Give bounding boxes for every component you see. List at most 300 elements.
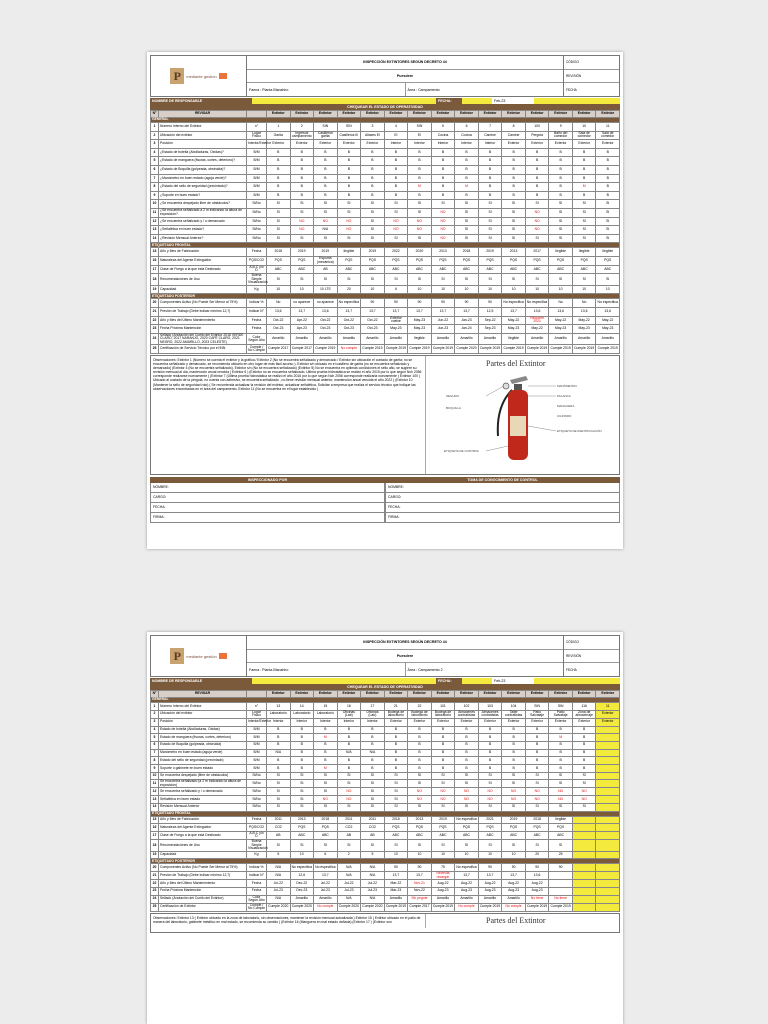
inspection-cell[interactable]: B xyxy=(525,764,549,772)
inspection-cell[interactable]: CO2 xyxy=(337,824,361,832)
inspection-cell[interactable]: NO xyxy=(478,796,502,804)
inspection-cell[interactable]: 2019 xyxy=(502,816,526,824)
inspection-cell[interactable]: 2013 xyxy=(431,248,455,257)
inspection-cell[interactable]: 13,6 xyxy=(525,307,549,316)
inspection-cell[interactable]: B xyxy=(455,734,479,742)
inspection-cell[interactable]: Amarillo xyxy=(290,333,314,345)
inspection-cell[interactable]: ABC xyxy=(549,831,573,839)
inspection-cell[interactable]: No especifica xyxy=(596,299,620,308)
inspection-cell[interactable]: B xyxy=(525,157,549,166)
inspection-cell[interactable]: 10 xyxy=(549,285,573,294)
inspection-cell[interactable]: Exterior xyxy=(502,718,526,726)
inspection-cell[interactable]: B xyxy=(431,749,455,757)
inspection-cell[interactable]: B xyxy=(267,726,291,734)
inspection-cell[interactable]: SI xyxy=(267,217,291,226)
inspection-cell[interactable]: 13,6 xyxy=(314,307,338,316)
inspection-cell[interactable]: B xyxy=(290,191,314,200)
inspection-cell[interactable]: 2019 xyxy=(361,248,385,257)
inspection-cell[interactable]: Aug-22 xyxy=(478,880,502,888)
inspection-cell[interactable]: 21 xyxy=(384,703,408,711)
inspection-cell[interactable]: SIN xyxy=(525,703,549,711)
inspection-cell[interactable]: SI xyxy=(549,217,573,226)
inspection-cell[interactable]: Exterior xyxy=(408,718,432,726)
inspection-cell[interactable]: Amarillo xyxy=(596,333,620,345)
inspection-cell[interactable]: B xyxy=(502,757,526,765)
inspection-cell[interactable]: B xyxy=(478,191,502,200)
inspection-cell[interactable]: Jan-23 xyxy=(455,316,479,325)
inspection-cell[interactable]: Cumple 2019 xyxy=(384,345,408,354)
inspection-cell[interactable]: Amarillo xyxy=(431,333,455,345)
inspection-cell[interactable]: Ilegible xyxy=(572,248,596,257)
inspection-cell[interactable]: SI xyxy=(572,780,596,788)
inspection-cell[interactable]: SI xyxy=(337,274,361,286)
inspection-cell[interactable]: N/A xyxy=(361,864,385,872)
inspection-cell[interactable]: Cumple 2019 xyxy=(549,903,573,911)
inspection-cell[interactable]: B xyxy=(267,741,291,749)
inspection-cell[interactable]: Cumple 2019 xyxy=(431,345,455,354)
inspection-cell[interactable]: SI xyxy=(384,788,408,796)
inspection-cell[interactable]: B xyxy=(408,741,432,749)
inspection-cell[interactable]: Cumple 2019 xyxy=(525,903,549,911)
inspection-cell[interactable]: B xyxy=(572,749,596,757)
inspection-cell[interactable]: 3 xyxy=(361,123,385,132)
inspection-cell[interactable]: 90 xyxy=(361,299,385,308)
inspection-cell[interactable]: 7 xyxy=(478,123,502,132)
inspection-cell[interactable]: B xyxy=(408,734,432,742)
inspection-cell[interactable]: SI xyxy=(596,274,620,286)
inspection-cell[interactable]: 10 xyxy=(455,285,479,294)
inspection-cell[interactable]: 9 xyxy=(549,123,573,132)
inspection-cell[interactable]: 13,7 xyxy=(408,307,432,316)
inspection-cell[interactable]: B xyxy=(290,148,314,157)
inspection-cell[interactable]: Oficinas (Lab) xyxy=(337,710,361,718)
responsable-field[interactable] xyxy=(252,678,436,684)
inspection-cell[interactable] xyxy=(572,895,596,903)
inspection-cell[interactable]: Cumple 2019 xyxy=(502,345,526,354)
inspection-cell[interactable]: 103 xyxy=(478,703,502,711)
inspection-cell[interactable]: NO xyxy=(431,234,455,243)
inspection-cell[interactable]: B xyxy=(502,148,526,157)
inspection-cell[interactable] xyxy=(572,824,596,832)
inspection-cell[interactable]: 13,6 xyxy=(572,307,596,316)
inspection-cell[interactable]: PQS xyxy=(525,256,549,265)
inspection-cell[interactable]: SI xyxy=(478,803,502,811)
inspection-cell[interactable]: Interior xyxy=(290,718,314,726)
inspection-cell[interactable]: NO xyxy=(408,217,432,226)
inspection-cell[interactable]: SI xyxy=(455,226,479,235)
inspection-cell[interactable]: SI xyxy=(361,803,385,811)
inspection-cell[interactable]: SI xyxy=(549,226,573,235)
inspection-cell[interactable]: No especifica xyxy=(502,299,526,308)
inspection-cell[interactable]: B xyxy=(361,157,385,166)
inspection-cell[interactable]: 13,7 xyxy=(290,307,314,316)
inspection-cell[interactable]: Bodega de laboratorio xyxy=(431,710,455,718)
inspection-cell[interactable]: El xyxy=(384,131,408,140)
inspection-cell[interactable]: B xyxy=(408,174,432,183)
inspection-cell[interactable]: AB xyxy=(267,831,291,839)
inspection-cell[interactable]: B xyxy=(455,764,479,772)
inspection-cell[interactable]: SI xyxy=(525,840,549,852)
inspection-cell[interactable]: 90 xyxy=(549,864,573,872)
inspection-cell[interactable]: SI xyxy=(502,226,526,235)
inspection-cell[interactable]: Ilegible xyxy=(549,248,573,257)
inspection-cell[interactable]: SI xyxy=(478,840,502,852)
inspection-cell[interactable]: SI xyxy=(478,274,502,286)
inspection-cell[interactable]: B xyxy=(337,764,361,772)
inspection-cell[interactable]: N/A xyxy=(267,895,291,903)
inspection-cell[interactable] xyxy=(596,764,620,772)
inspection-cell[interactable]: 13,7 xyxy=(502,307,526,316)
inspection-cell[interactable]: B xyxy=(502,191,526,200)
inspection-cell[interactable] xyxy=(596,788,620,796)
sign-row[interactable]: NOMBRE: xyxy=(385,483,620,493)
inspection-cell[interactable] xyxy=(596,772,620,780)
inspection-cell[interactable]: SI xyxy=(290,200,314,209)
inspection-cell[interactable]: B xyxy=(290,726,314,734)
inspection-cell[interactable]: SI xyxy=(502,772,526,780)
inspection-cell[interactable]: Cumple 2019 xyxy=(384,903,408,911)
inspection-cell[interactable]: Amarillo xyxy=(314,895,338,903)
inspection-cell[interactable]: ABC xyxy=(314,831,338,839)
inspection-cell[interactable]: B xyxy=(549,183,573,192)
inspection-cell[interactable]: SI xyxy=(337,200,361,209)
inspection-cell[interactable]: PQS xyxy=(361,256,385,265)
inspection-cell[interactable]: B xyxy=(361,165,385,174)
inspection-cell[interactable]: SI xyxy=(502,217,526,226)
sign-row[interactable]: FECHA: xyxy=(150,503,385,513)
inspection-cell[interactable]: ABC xyxy=(525,265,549,274)
inspection-cell[interactable]: SI xyxy=(549,772,573,780)
inspection-cell[interactable]: SI xyxy=(572,208,596,217)
inspection-cell[interactable]: B xyxy=(408,764,432,772)
inspection-cell[interactable]: Cumple 2019 xyxy=(549,345,573,354)
inspection-cell[interactable]: 13 xyxy=(267,703,291,711)
inspection-cell[interactable]: ABC xyxy=(408,831,432,839)
inspection-cell[interactable]: 2 xyxy=(337,851,361,859)
inspection-cell[interactable]: Jun-23 xyxy=(431,325,455,334)
inspection-cell[interactable]: Cumple 2019 xyxy=(431,903,455,911)
inspection-cell[interactable]: 16 xyxy=(337,703,361,711)
inspection-cell[interactable]: Ingresos campamento xyxy=(291,130,312,139)
inspection-cell[interactable]: ABC xyxy=(455,831,479,839)
inspection-cell[interactable]: B xyxy=(408,726,432,734)
inspection-cell[interactable]: 101 xyxy=(431,703,455,711)
inspection-cell[interactable]: ABC xyxy=(384,265,408,274)
inspection-cell[interactable]: B xyxy=(384,764,408,772)
inspection-cell[interactable] xyxy=(572,887,596,895)
inspection-cell[interactable]: 10 xyxy=(431,285,455,294)
inspection-cell[interactable]: B xyxy=(361,734,385,742)
inspection-cell[interactable]: PQS xyxy=(478,824,502,832)
inspection-cell[interactable]: 90 xyxy=(502,864,526,872)
inspection-cell[interactable]: N/A xyxy=(361,872,385,880)
inspection-cell[interactable]: No especifica xyxy=(290,864,314,872)
inspection-cell[interactable]: 10 LTS xyxy=(314,285,338,294)
inspection-cell[interactable]: SI xyxy=(431,840,455,852)
inspection-cell[interactable]: No xyxy=(267,299,291,308)
inspection-cell[interactable]: SI xyxy=(361,226,385,235)
inspection-cell[interactable]: SI xyxy=(455,274,479,286)
inspection-cell[interactable]: B xyxy=(337,726,361,734)
inspection-cell[interactable]: Zona de almacenaje xyxy=(572,710,596,718)
sign-row[interactable]: CARGO: xyxy=(385,493,620,503)
inspection-cell[interactable]: SI xyxy=(455,780,479,788)
inspection-cell[interactable]: SI xyxy=(267,796,291,804)
inspection-cell[interactable]: Amarillo xyxy=(337,333,361,345)
inspection-cell[interactable]: NO xyxy=(431,788,455,796)
inspection-cell[interactable]: 13,7 xyxy=(384,872,408,880)
inspection-cell[interactable]: ABC xyxy=(290,265,314,274)
inspection-cell[interactable]: B xyxy=(431,734,455,742)
inspection-cell[interactable]: B xyxy=(314,165,338,174)
inspection-cell[interactable]: NO xyxy=(408,788,432,796)
responsable-field[interactable] xyxy=(252,98,436,104)
inspection-cell[interactable]: ABC xyxy=(408,265,432,274)
inspection-cell[interactable]: Aug-22 xyxy=(525,880,549,888)
inspection-cell[interactable] xyxy=(572,840,596,852)
inspection-cell[interactable]: B xyxy=(455,148,479,157)
inspection-cell[interactable]: 10 xyxy=(455,851,479,859)
inspection-cell[interactable]: 116 xyxy=(572,703,596,711)
inspection-cell[interactable]: SI xyxy=(290,274,314,286)
inspection-cell[interactable]: ABC xyxy=(478,831,502,839)
inspection-cell[interactable]: Cumple 2019 xyxy=(596,345,620,354)
inspection-cell[interactable]: PQS xyxy=(572,256,596,265)
inspection-cell[interactable]: PQS xyxy=(431,824,455,832)
inspection-cell[interactable]: B xyxy=(549,726,573,734)
inspection-cell[interactable] xyxy=(549,880,573,888)
inspection-cell[interactable]: SI xyxy=(525,772,549,780)
inspection-cell[interactable]: Exterior xyxy=(572,140,596,149)
inspection-cell[interactable]: B xyxy=(572,726,596,734)
inspection-cell[interactable]: B xyxy=(596,174,620,183)
inspection-cell[interactable] xyxy=(596,864,620,872)
inspection-cell[interactable]: SI xyxy=(572,803,596,811)
inspection-cell[interactable]: Exterior xyxy=(478,718,502,726)
inspection-cell[interactable]: 13,7 xyxy=(361,307,385,316)
inspection-cell[interactable]: SI xyxy=(408,780,432,788)
inspection-cell[interactable]: SI xyxy=(314,780,338,788)
inspection-cell[interactable]: 13,7 xyxy=(455,307,479,316)
inspection-cell[interactable] xyxy=(549,887,573,895)
inspection-cell[interactable]: PQS xyxy=(408,256,432,265)
inspection-cell[interactable]: SI xyxy=(549,234,573,243)
inspection-cell[interactable]: 8 xyxy=(502,123,526,132)
inspection-cell[interactable]: SI xyxy=(314,788,338,796)
inspection-cell[interactable]: B xyxy=(361,726,385,734)
inspection-cell[interactable]: Cocina xyxy=(455,131,479,140)
inspection-cell[interactable]: SI xyxy=(502,234,526,243)
inspection-cell[interactable]: B xyxy=(455,157,479,166)
inspection-cell[interactable]: B xyxy=(502,764,526,772)
inspection-cell[interactable]: SI xyxy=(267,803,291,811)
inspection-cell[interactable]: SI xyxy=(502,274,526,286)
inspection-cell[interactable]: SI xyxy=(384,234,408,243)
inspection-cell[interactable]: El xyxy=(408,131,432,140)
inspection-cell[interactable]: NO xyxy=(431,226,455,235)
inspection-cell[interactable]: May-23 xyxy=(502,325,526,334)
inspection-cell[interactable]: Cumple 2019 xyxy=(408,345,432,354)
inspection-cell[interactable]: Exterior xyxy=(525,718,549,726)
inspection-cell[interactable] xyxy=(596,840,620,852)
inspection-cell[interactable]: SI xyxy=(596,200,620,209)
inspection-cell[interactable]: No cumple xyxy=(314,903,338,911)
inspection-cell[interactable]: B xyxy=(455,726,479,734)
inspection-cell[interactable]: PQS xyxy=(502,256,526,265)
inspection-cell[interactable]: Oct-23 xyxy=(267,325,291,334)
inspection-cell[interactable]: B xyxy=(431,726,455,734)
inspection-cell[interactable]: Dec-22 xyxy=(290,880,314,888)
inspection-cell[interactable]: B xyxy=(337,157,361,166)
inspection-cell[interactable]: SI xyxy=(384,772,408,780)
inspection-cell[interactable]: Cumple 2019 xyxy=(314,345,338,354)
inspection-cell[interactable]: N/A xyxy=(267,872,291,880)
inspection-cell[interactable]: NO xyxy=(314,217,338,226)
inspection-cell[interactable]: 13,7 xyxy=(478,872,502,880)
inspection-cell[interactable]: Jul-22 xyxy=(337,880,361,888)
inspection-cell[interactable]: SI xyxy=(290,772,314,780)
inspection-cell[interactable]: Aug-23 xyxy=(478,887,502,895)
inspection-cell[interactable]: Laboratorio xyxy=(314,710,338,718)
inspection-cell[interactable]: B xyxy=(596,157,620,166)
inspection-cell[interactable]: Cumple 2020 xyxy=(361,903,385,911)
inspection-cell[interactable]: 22 xyxy=(408,703,432,711)
inspection-cell[interactable]: Cumple 2020 xyxy=(337,903,361,911)
inspection-cell[interactable]: SI xyxy=(337,780,361,788)
inspection-cell[interactable]: B xyxy=(314,148,338,157)
inspection-cell[interactable]: PQS xyxy=(290,256,314,265)
inspection-cell[interactable]: Oct-23 xyxy=(361,325,385,334)
inspection-cell[interactable]: B xyxy=(478,165,502,174)
inspection-cell[interactable]: SI xyxy=(455,234,479,243)
inspection-cell[interactable]: ABC xyxy=(384,831,408,839)
inspection-cell[interactable]: SI xyxy=(572,200,596,209)
inspection-cell[interactable]: 2013 xyxy=(290,816,314,824)
inspection-cell[interactable]: 4 xyxy=(384,123,408,132)
inspection-cell[interactable]: B xyxy=(408,757,432,765)
inspection-cell[interactable]: 14 xyxy=(290,703,314,711)
inspection-cell[interactable]: NO xyxy=(408,226,432,235)
inspection-cell[interactable]: SI xyxy=(361,796,385,804)
inspection-cell[interactable]: SI xyxy=(384,200,408,209)
inspection-cell[interactable]: Cumple 2019 xyxy=(478,345,502,354)
inspection-cell[interactable]: B xyxy=(314,726,338,734)
inspection-cell[interactable]: Amarillo xyxy=(267,333,291,345)
inspection-cell[interactable]: Aug-23 xyxy=(502,887,526,895)
inspection-cell[interactable]: Mar-23 xyxy=(384,887,408,895)
inspection-cell[interactable]: B xyxy=(549,191,573,200)
inspection-cell[interactable]: ABC xyxy=(337,265,361,274)
inspection-cell[interactable]: B xyxy=(337,191,361,200)
inspection-cell[interactable]: PQS xyxy=(596,256,620,265)
inspection-cell[interactable]: AB xyxy=(361,831,385,839)
inspection-cell[interactable]: NO xyxy=(337,217,361,226)
inspection-cell[interactable]: SI xyxy=(549,274,573,286)
inspection-cell[interactable]: SI xyxy=(572,217,596,226)
inspection-cell[interactable]: SI xyxy=(549,208,573,217)
inspection-cell[interactable]: SI xyxy=(267,840,291,852)
inspection-cell[interactable]: SI xyxy=(267,772,291,780)
inspection-cell[interactable]: M xyxy=(314,734,338,742)
inspection-cell[interactable]: B xyxy=(361,191,385,200)
inspection-cell[interactable]: Almacenes contratistas xyxy=(455,710,479,718)
inspection-cell[interactable]: B xyxy=(478,726,502,734)
inspection-cell[interactable]: 5 xyxy=(361,851,385,859)
inspection-cell[interactable]: 10 xyxy=(525,285,549,294)
inspection-cell[interactable]: 13,7 xyxy=(431,307,455,316)
inspection-cell[interactable]: Amarillo xyxy=(572,333,596,345)
inspection-cell[interactable]: SI xyxy=(431,772,455,780)
inspection-cell[interactable]: NO xyxy=(384,217,408,226)
inspection-cell[interactable]: M xyxy=(314,764,338,772)
inspection-cell[interactable]: SI xyxy=(314,840,338,852)
inspection-cell[interactable]: B xyxy=(384,734,408,742)
inspection-cell[interactable]: Oct-22 xyxy=(314,316,338,325)
inspection-cell[interactable]: B xyxy=(502,734,526,742)
inspection-cell[interactable]: ABC xyxy=(502,831,526,839)
inspection-cell[interactable]: N/A xyxy=(337,895,361,903)
inspection-cell[interactable]: B xyxy=(314,191,338,200)
inspection-cell[interactable]: NO xyxy=(549,796,573,804)
inspection-cell[interactable]: 104 xyxy=(502,703,526,711)
inspection-cell[interactable]: B xyxy=(478,757,502,765)
inspection-cell[interactable]: B xyxy=(361,183,385,192)
inspection-cell[interactable]: SI xyxy=(549,803,573,811)
inspection-cell[interactable]: B xyxy=(290,757,314,765)
inspection-cell[interactable]: SI xyxy=(314,234,338,243)
inspection-cell[interactable]: B xyxy=(384,757,408,765)
inspection-cell[interactable]: ABC xyxy=(572,265,596,274)
inspection-cell[interactable]: May-23 xyxy=(408,325,432,334)
inspection-cell[interactable]: SI xyxy=(596,217,620,226)
inspection-cell[interactable]: B xyxy=(290,734,314,742)
inspection-cell[interactable]: SI xyxy=(267,780,291,788)
inspection-cell[interactable]: B xyxy=(431,191,455,200)
inspection-cell[interactable] xyxy=(596,757,620,765)
inspection-cell[interactable]: M xyxy=(408,183,432,192)
inspection-cell[interactable]: B xyxy=(478,174,502,183)
inspection-cell[interactable]: B xyxy=(267,734,291,742)
inspection-cell[interactable]: SI xyxy=(290,208,314,217)
inspection-cell[interactable]: No especifica xyxy=(337,299,361,308)
inspection-cell[interactable]: Patio Salvataje xyxy=(549,710,573,718)
inspection-cell[interactable]: PQS xyxy=(455,256,479,265)
inspection-cell[interactable]: SI xyxy=(478,226,502,235)
inspection-cell[interactable]: B xyxy=(596,191,620,200)
inspection-cell[interactable]: NO xyxy=(455,796,479,804)
inspection-cell[interactable]: Jun-22 xyxy=(431,316,455,325)
inspection-cell[interactable]: Laboratorio xyxy=(267,710,291,718)
inspection-cell[interactable]: 2013 xyxy=(502,248,526,257)
inspection-cell[interactable]: 90 xyxy=(525,864,549,872)
inspection-cell[interactable]: 2018 xyxy=(455,248,479,257)
inspection-cell[interactable]: May-23 xyxy=(572,325,596,334)
inspection-cell[interactable]: NO xyxy=(455,788,479,796)
inspection-cell[interactable]: NO xyxy=(502,796,526,804)
inspection-cell[interactable]: 90 xyxy=(408,299,432,308)
inspection-cell[interactable]: Espuma (mecánica) xyxy=(314,256,338,265)
inspection-cell[interactable]: B xyxy=(361,741,385,749)
inspection-cell[interactable]: SI xyxy=(361,234,385,243)
inspection-cell[interactable]: B xyxy=(267,157,291,166)
inspection-cell[interactable]: 13,7 xyxy=(314,872,338,880)
inspection-cell[interactable]: PQS xyxy=(455,824,479,832)
inspection-cell[interactable]: ABC xyxy=(290,831,314,839)
inspection-cell[interactable]: no aparece xyxy=(314,299,338,308)
inspection-cell[interactable]: B xyxy=(337,757,361,765)
inspection-cell[interactable]: 13,7 xyxy=(455,872,479,880)
inspection-cell[interactable]: NO xyxy=(337,226,361,235)
